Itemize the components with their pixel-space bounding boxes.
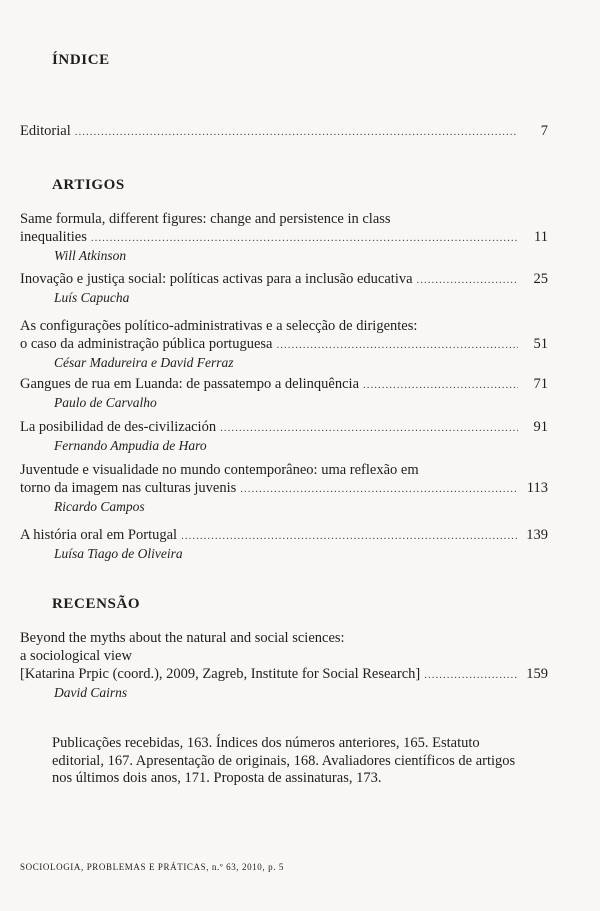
toc-entry-review bbox=[20, 629, 548, 701]
dot-leader bbox=[363, 376, 518, 394]
entry-author: Will Atkinson bbox=[54, 248, 127, 263]
entry-title: Editorial bbox=[20, 123, 71, 139]
entry-title: La posibilidad de des-civilización bbox=[20, 419, 217, 435]
entry-author: Ricardo Campos bbox=[54, 499, 145, 514]
page-number: 139 bbox=[526, 527, 548, 543]
toc-entry-article bbox=[20, 375, 548, 411]
entry-title-line: Beyond the myths about the natural and social sciences: bbox=[20, 630, 345, 646]
entry-author: David Cairns bbox=[54, 685, 128, 700]
toc-entry-article bbox=[20, 317, 548, 371]
entry-title: Gangues de rua em Luanda: de passatempo a delinquência bbox=[20, 376, 360, 392]
entry-title: Inovação e justiça social: políticas activas para a inclusão educativa bbox=[20, 271, 413, 287]
dot-leader bbox=[75, 123, 518, 141]
toc-entry-editorial bbox=[20, 122, 548, 141]
entry-author: César Madureira e David Ferraz bbox=[54, 355, 234, 370]
page-footer: SOCIOLOGIA, PROBLEMAS E PRÁTICAS, n.º 63, 2010, p. 5 bbox=[20, 862, 285, 872]
entry-title: torno da imagem nas culturas juvenis bbox=[20, 480, 237, 496]
toc-entry-article bbox=[20, 210, 548, 264]
dot-leader bbox=[424, 666, 518, 684]
entry-author: Fernando Ampudia de Haro bbox=[54, 438, 207, 453]
entry-title-line: a sociological view bbox=[20, 648, 132, 664]
page-number: 25 bbox=[533, 271, 548, 287]
entry-title-line: Juventude e visualidade no mundo contemporâneo: uma reflexão em bbox=[20, 462, 419, 478]
dot-leader bbox=[240, 480, 518, 498]
misc-sections: Publicações recebidas, 163. Índices dos números anteriores, 165. Estatuto editorial, 167. Apresentação de originais, 168. Avaliadores científicos de artigos nos últimos dois anos, 171. Proposta de assinaturas, 173. bbox=[52, 735, 516, 786]
toc-entry-article bbox=[20, 461, 548, 515]
toc-entry-article bbox=[20, 418, 548, 454]
page-number: 11 bbox=[534, 229, 548, 245]
index-heading: ÍNDICE bbox=[52, 52, 110, 68]
articles-heading: ARTIGOS bbox=[52, 177, 125, 193]
page-number: 71 bbox=[533, 376, 548, 392]
dot-leader bbox=[276, 336, 518, 354]
toc-entry-article bbox=[20, 270, 548, 306]
page-number: 91 bbox=[533, 419, 548, 435]
dot-leader bbox=[181, 527, 518, 545]
entry-author: Luísa Tiago de Oliveira bbox=[54, 546, 183, 561]
page-number: 51 bbox=[533, 336, 548, 352]
dot-leader bbox=[220, 419, 518, 437]
page-number: 7 bbox=[540, 123, 548, 139]
entry-author: Paulo de Carvalho bbox=[54, 395, 157, 410]
entry-title: inequalities bbox=[20, 229, 87, 245]
entry-author: Luís Capucha bbox=[54, 290, 130, 305]
review-heading: RECENSÃO bbox=[52, 596, 141, 612]
entry-title-line: Same formula, different figures: change and persistence in class bbox=[20, 211, 391, 227]
page-number: 113 bbox=[526, 480, 548, 496]
page-number: 159 bbox=[526, 666, 548, 682]
dot-leader bbox=[91, 229, 518, 247]
entry-title: A história oral em Portugal bbox=[20, 527, 178, 543]
entry-title: o caso da administração pública portuguesa bbox=[20, 336, 273, 352]
toc-entry-article bbox=[20, 526, 548, 562]
dot-leader bbox=[417, 271, 518, 289]
entry-title: [Katarina Prpic (coord.), 2009, Zagreb, Institute for Social Research] bbox=[20, 666, 421, 682]
entry-title-line: As configurações político-administrativas e a selecção de dirigentes: bbox=[20, 318, 418, 334]
